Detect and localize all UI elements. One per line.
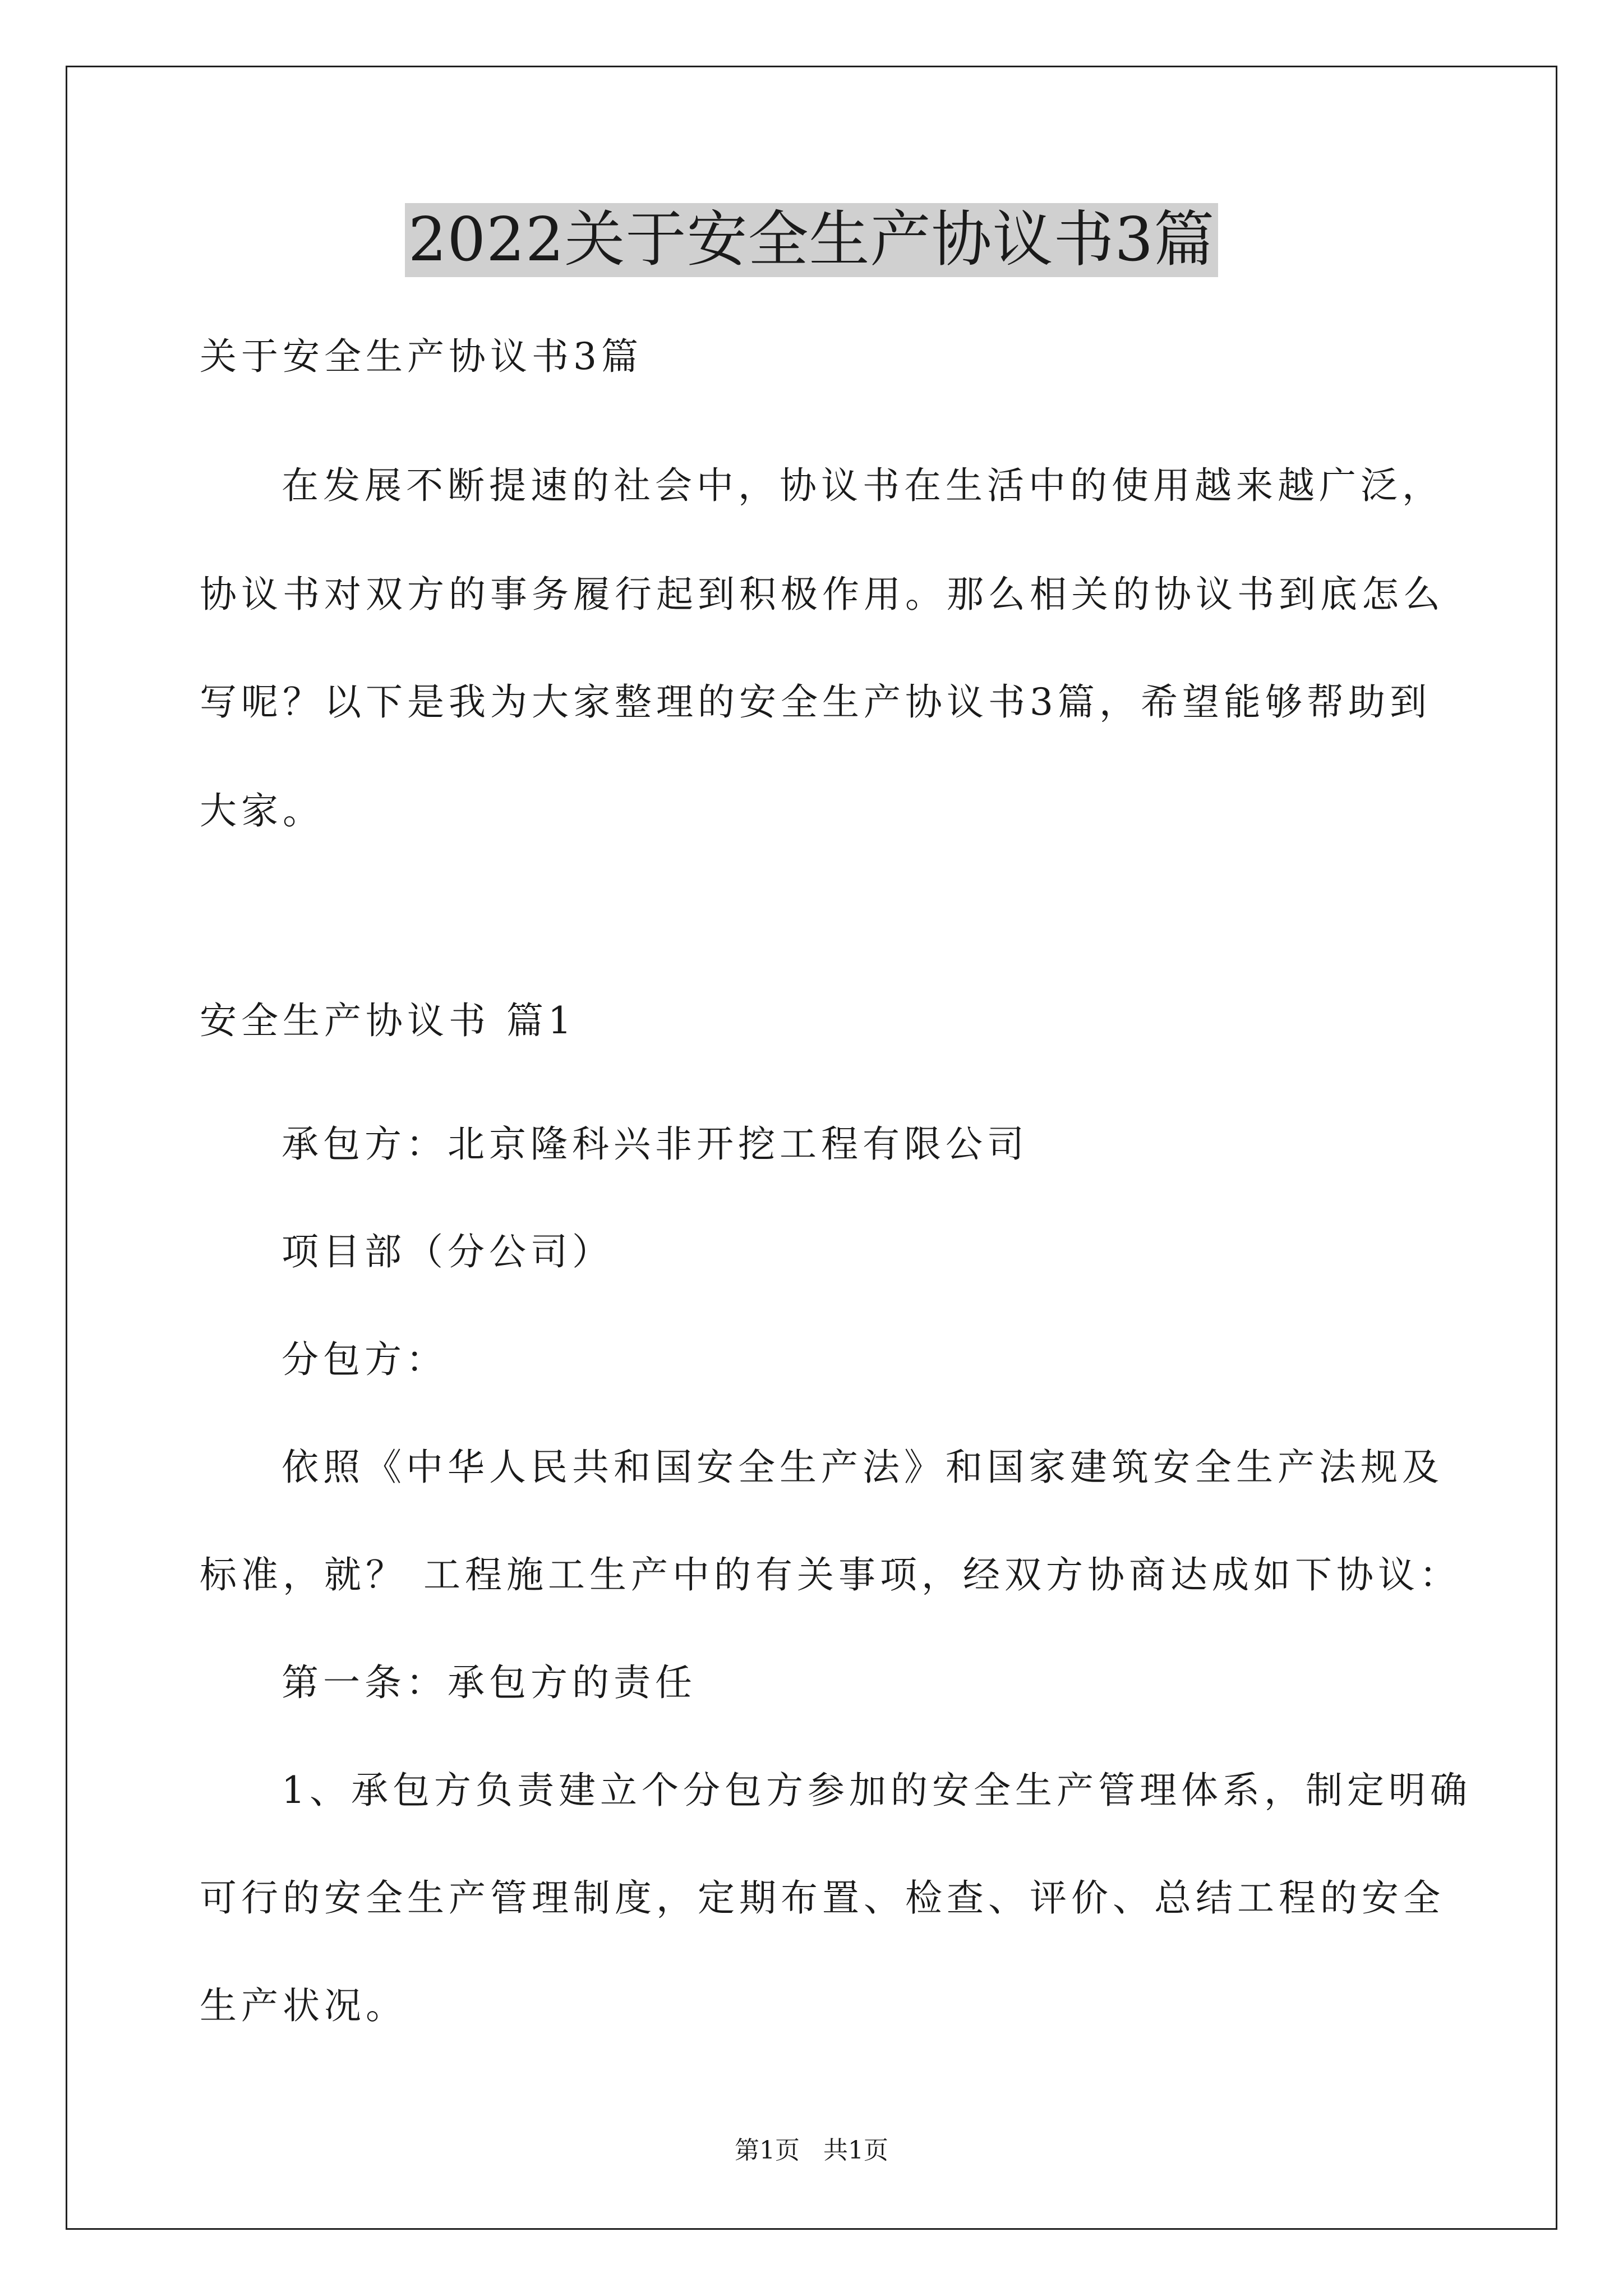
paragraph-line: 大家。 xyxy=(200,789,324,832)
project-dept-line: 项目部（分公司） xyxy=(282,1230,614,1273)
paragraph-line: 1、承包方负责建立个分包方参加的安全生产管理体系，制定明确 xyxy=(282,1769,1472,1812)
document-title: 2022关于安全生产协议书3篇 xyxy=(405,203,1219,277)
page-footer: 第1页 共1页 xyxy=(735,2136,888,2165)
paragraph-line: 在发展不断提速的社会中，协议书在生活中的使用越来越广泛， xyxy=(282,464,1444,507)
paragraph-line: 依照《中华人民共和国安全生产法》和国家建筑安全生产法规及 xyxy=(282,1446,1444,1489)
paragraph-line: 协议书对双方的事务履行起到积极作用。那么相关的协议书到底怎么 xyxy=(200,573,1445,616)
section-heading: 安全生产协议书 篇1 xyxy=(200,999,576,1042)
subtitle-line: 关于安全生产协议书3篇 xyxy=(200,335,643,378)
article-heading: 第一条：承包方的责任 xyxy=(282,1661,697,1704)
paragraph-line: 可行的安全生产管理制度，定期布置、检查、评价、总结工程的安全 xyxy=(200,1876,1445,1920)
subcontractor-line: 分包方： xyxy=(282,1338,448,1381)
contractor-line: 承包方：北京隆科兴非开挖工程有限公司 xyxy=(282,1122,1029,1166)
paragraph-line: 标准，就？ 工程施工生产中的有关事项，经双方协商达成如下协议： xyxy=(200,1553,1461,1596)
paragraph-line: 生产状况。 xyxy=(200,1984,407,2027)
paragraph-line: 写呢？以下是我为大家整理的安全生产协议书3篇，希望能够帮助到 xyxy=(200,680,1431,724)
title-container xyxy=(0,203,1623,277)
